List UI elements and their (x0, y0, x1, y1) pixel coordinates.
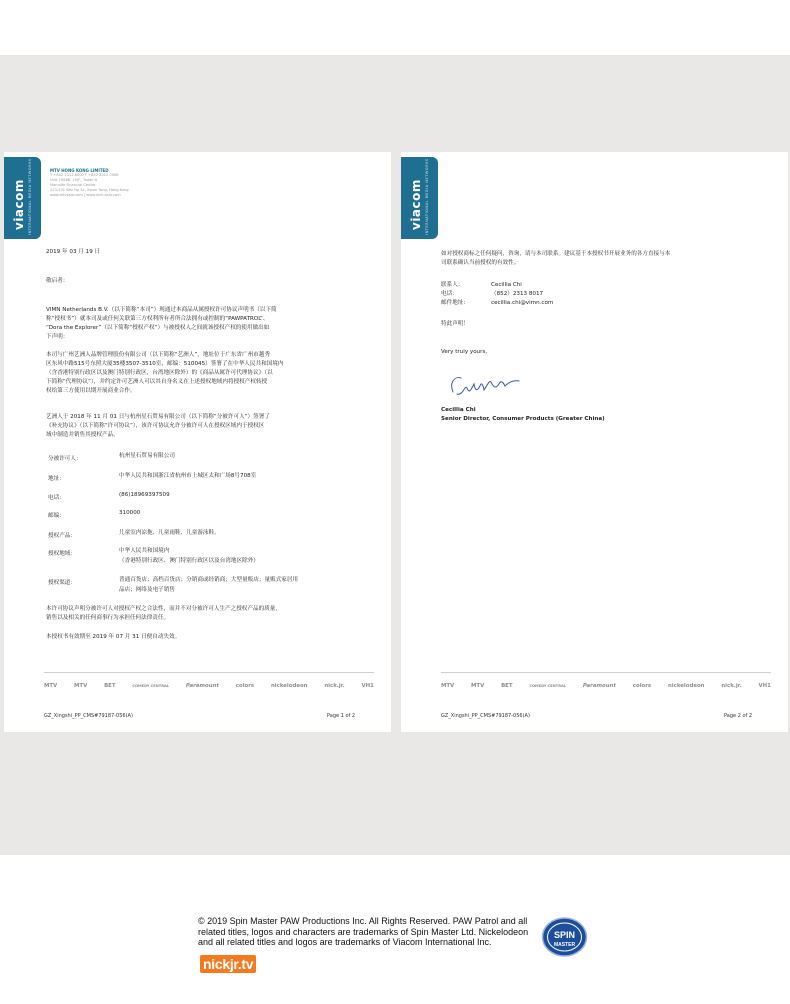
field-value-channels: 普通百货店；高档百货店；分销商或经销商；大型量贩店；量贩式家居用 (119, 577, 299, 583)
copyright-notice: © 2019 Spin Master PAW Productions Inc. All Rights Reserved. PAW Patrol and all related titles, logos and characters are trademarks of Spin Master Ltd. Nickelodeon and all related titles and logos are trademarks of Viacom International Inc. (198, 916, 529, 947)
page-number: Page 2 of 2 (724, 713, 753, 719)
field-label-products: 授权产品： (48, 533, 76, 539)
nickjr-tv-logo: nickjr.tv (200, 955, 256, 973)
brand-logo-row (44, 672, 374, 690)
letter-page-2 (401, 152, 788, 732)
comedy-central-logo: COMEDY CENTRAL (132, 683, 170, 688)
viacom-logo-word: viacom (12, 179, 26, 230)
colors-logo: colors (632, 682, 652, 689)
contact-label-email: 邮件地址： (441, 300, 469, 306)
nickjr-logo: nick.jr. (324, 682, 345, 689)
letterhead-company: MTV HONG KONG LIMITED (50, 168, 109, 173)
salutation: 敬启者： (46, 278, 69, 284)
nickjr-logo: nick.jr. (721, 682, 742, 689)
intro-line: 司联系确认当前授权的有效性。 (441, 260, 520, 266)
bet-logo: BET (104, 682, 116, 689)
signer-title: Senior Director, Consumer Products (Greater China) (441, 416, 605, 422)
field-label-channels: 授权渠道： (48, 580, 76, 586)
field-value-address: 中华人民共和国浙江省杭州市上城区太和广场8号708室 (119, 473, 257, 479)
paramount-logo: Paramount (582, 682, 616, 689)
field-label-postcode: 邮编： (48, 513, 65, 519)
letterhead-line: Unit 1906B, 19/F., Tower A (50, 178, 98, 182)
vh1-logo: VH1 (758, 682, 771, 689)
para-statement-line: 称“授权书”）就本司及或任何关联第三方权利所有者所合法拥有或控制的“PAWPATROL”、 (46, 316, 269, 322)
intro-line: 如对授权商标之任何疑问，咨询，请与本司联系。建议基于本授权书开展业务的各方直接与本 (441, 251, 671, 257)
page-number: Page 1 of 2 (327, 713, 356, 719)
field-value-territory: （香港特别行政区、澳门特别行政区以及台湾地区除外） (119, 558, 259, 564)
field-value-territory: 中华人民共和国境内 (119, 548, 170, 554)
brand-logo-row (441, 672, 771, 690)
viacom-logo-subtitle: INTERNATIONAL MEDIA NETWORKS (28, 158, 32, 235)
mtv-logo: MTV (74, 682, 88, 689)
para-agency-line: 区东风中路515号东照大厦35楼3507-3510室，邮编：510045）签署了在中华人民共和国境内 (46, 361, 284, 367)
svg-text:MASTER: MASTER (553, 942, 576, 948)
para-validity: 本授权书有效期至 2019 年 07 月 31 日便自动失效。 (46, 634, 181, 640)
comedy-central-logo: COMEDY CENTRAL (529, 683, 567, 688)
spin-master-logo (541, 916, 588, 958)
para-statement-line: 下声明： (46, 334, 69, 340)
para-sublicense-line: 域中制造并销售其授权产品。 (46, 432, 119, 438)
letter-date: 2019 年 03 月 19 日 (46, 249, 101, 255)
mtv-logo: MTV (44, 682, 58, 689)
mtv-logo: MTV (471, 682, 485, 689)
nickelodeon-logo: nickelodeon (270, 682, 308, 689)
bet-logo: BET (501, 682, 513, 689)
viacom-logo (401, 157, 438, 239)
field-label-address: 地址： (48, 476, 65, 482)
letterhead-line: 223-231 Wai Yip St., Kwun Tong, Hong Kong (50, 188, 129, 192)
doc-reference: GZ_Xingshi_PP_CMS#79187-056(A) (44, 713, 133, 719)
para-statement-line: “Dora the Explorer”（以下简称“授权产权”）与被授权人之间就该授权产权的使用做出如 (46, 325, 270, 331)
field-value-phone: (86)18969397509 (119, 492, 170, 498)
contact-label-phone: 电话： (441, 291, 458, 297)
signer-name: Cecillia Chi (441, 407, 476, 413)
para-liability-line: 销售以及相关的任何商事行为承担任何法律责任。 (46, 615, 170, 621)
paramount-logo: Paramount (185, 682, 219, 689)
para-sublicense-line: 《补充协议》（以下简称“许可协议”），该许可协议允许分被许可人在授权区域内于授权区 (46, 423, 265, 429)
letterhead-line: Manulife Financial Centre (50, 183, 96, 187)
field-value-postcode: 310000 (119, 510, 141, 516)
letterhead-address (50, 168, 129, 198)
letter-page-1 (4, 152, 391, 732)
svg-text:SPIN: SPIN (553, 930, 576, 940)
nickelodeon-logo: nickelodeon (667, 682, 705, 689)
field-value-channels: 品店；网络及电子销售 (119, 587, 175, 593)
para-liability-line: 本许可协议声明分被许可人对授权产权之合法性，而并不对分被许可人生产之授权产品的质量， (46, 606, 281, 612)
hereby-declared: 特此声明！ (441, 321, 469, 327)
contact-label-name: 联系人： (441, 282, 464, 288)
vh1-logo: VH1 (361, 682, 374, 689)
contact-value-email: cecillia.chi@vimn.com (491, 300, 554, 306)
handwritten-signature (447, 370, 527, 400)
field-label-territory: 授权地域： (48, 551, 76, 557)
mtv-logo: MTV (441, 682, 455, 689)
contact-value-phone: （852）2313 8017 (491, 291, 544, 297)
doc-reference: GZ_Xingshi_PP_CMS#79187-056(A) (441, 713, 530, 719)
viacom-logo-subtitle: INTERNATIONAL MEDIA NETWORKS (425, 158, 429, 235)
field-value-sublicensee: 杭州星石贸易有限公司 (119, 453, 175, 459)
contact-value-name: Cecillia Chi (491, 282, 522, 288)
colors-logo: colors (235, 682, 255, 689)
letterhead-line: T +852 2312 8000 F +852 2312 0066 (50, 173, 119, 177)
para-agency-line: 本司与广州艺洲人品牌管理股份有限公司（以下简称“艺洲人”，地址位于广东省广州市越秀 (46, 352, 270, 358)
viacom-logo-word: viacom (409, 179, 423, 230)
para-agency-line: （含香港特别行政区以及澳门特别行政区，台湾地区除外）的《商品从属许可代理协议》（以 (46, 370, 273, 376)
para-agency-line: 权给第三方使用以期开展商业合作。 (46, 388, 136, 394)
letterhead-line: www.mtvasia.com | www.nick-asia.com (50, 193, 121, 197)
para-statement-line: VIMN Netherlands B.V.（以下简称“本司”）现通过本商品从属授权许可协议声明书（以下简 (46, 307, 277, 313)
para-agency-line: 下简称“代理协议”），并约定许可艺洲人可以其自身名义在上述授权地域内将授权产权转授 (46, 379, 268, 385)
viacom-logo (4, 157, 41, 239)
closing: Very truly yours, (441, 349, 488, 355)
field-label-phone: 电话： (48, 495, 65, 501)
para-sublicense-line: 艺洲人于 2018 年 11 月 01 日与杭州星石贸易有限公司（以下简称“分被许可人”）签署了 (46, 414, 270, 420)
field-value-products: 儿童室内凉拖、儿童雨鞋、儿童游泳鞋。 (119, 530, 220, 536)
field-label-sublicensee: 分被许可人： (48, 456, 82, 462)
